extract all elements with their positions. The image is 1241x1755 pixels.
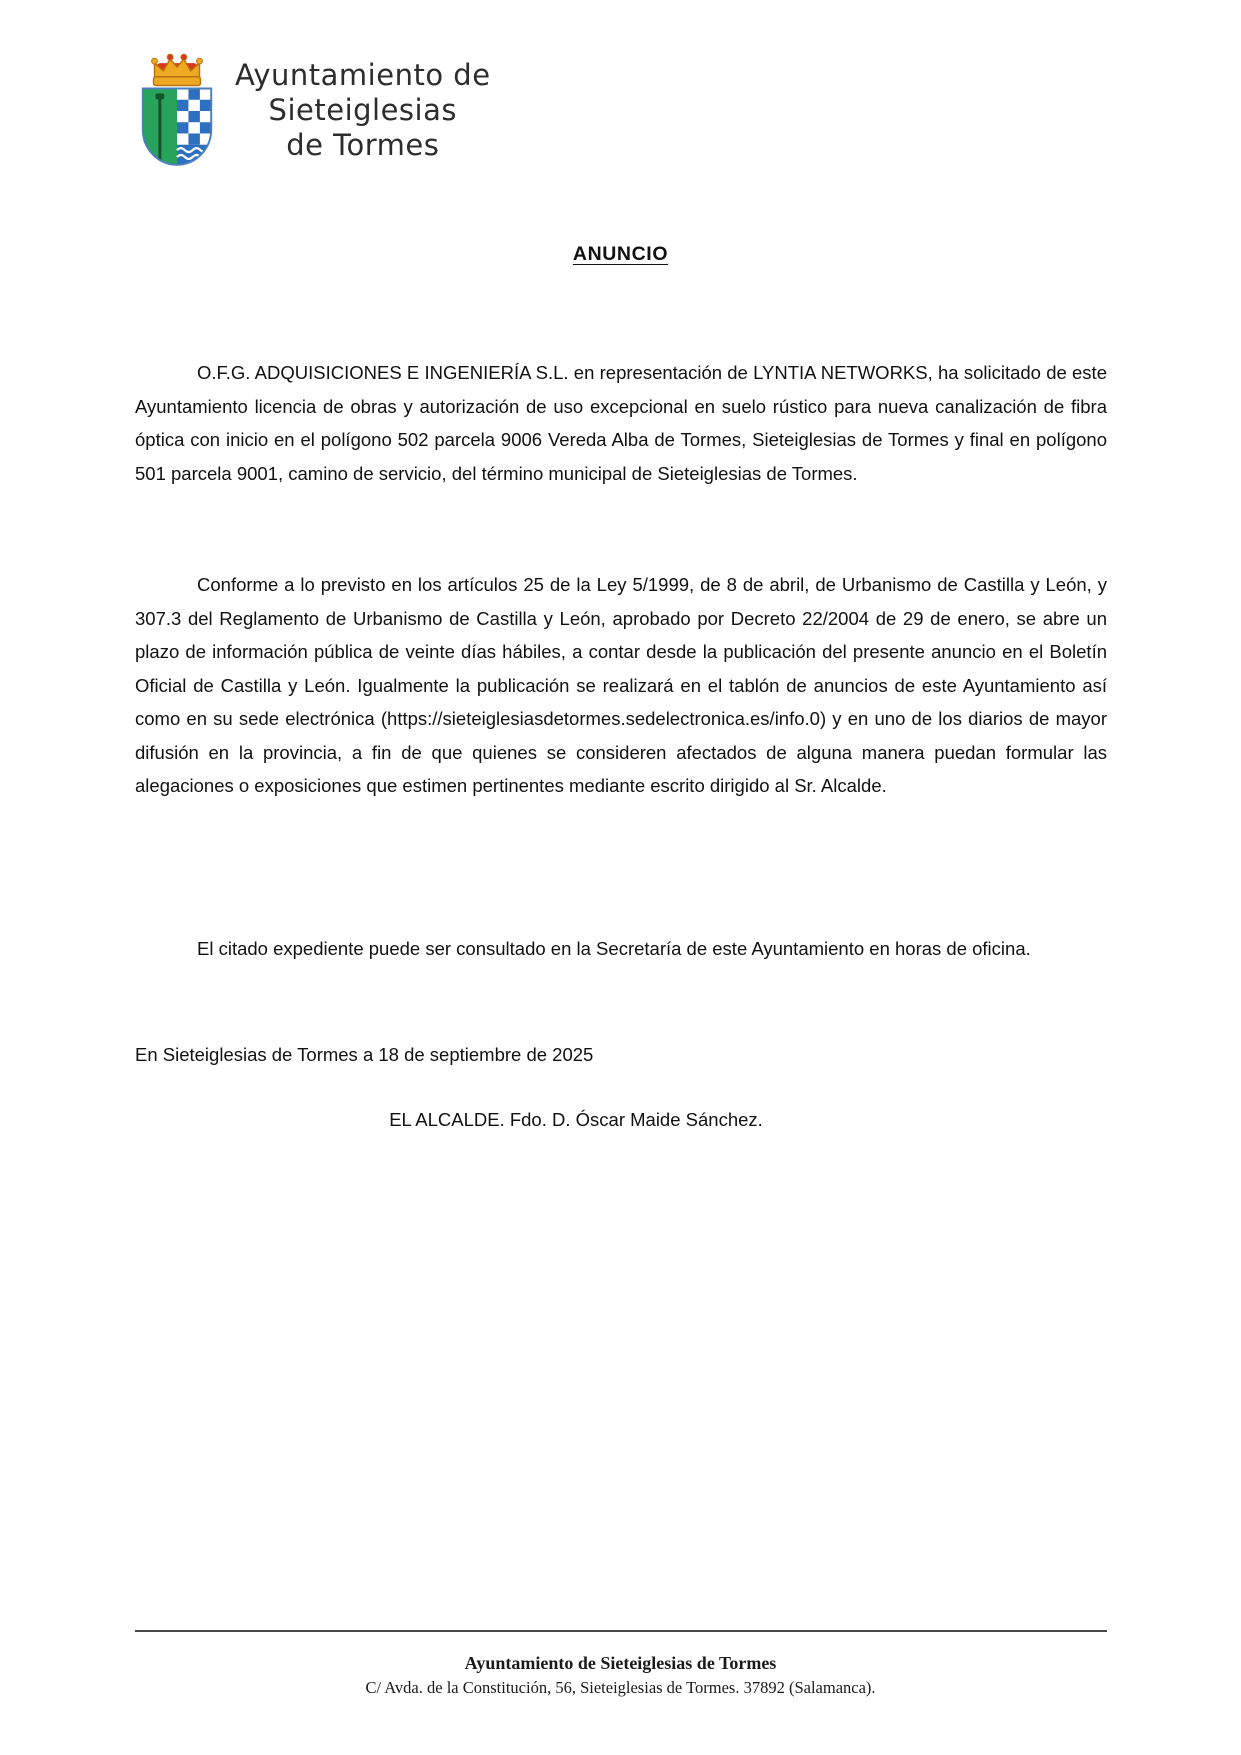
footer <box>0 1650 1241 1700</box>
document-title: ANUNCIO <box>572 243 669 265</box>
paragraph-legal-basis: Conforme a lo previsto en los artículos 25 de la Ley 5/1999, de 8 de abril, de Urbanismo de Castilla y León, y 307.3 del Reglamento de Urbanismo de Castilla y León, aprobado por Decreto 22/2004 de 29 de enero, se abre un plazo de información pública de veinte días hábiles, a contar desde la publicación del presente anuncio en el Boletín Oficial de Castilla y León. Igualmente la publicación se realizará en el tablón de anuncios de este Ayuntamiento así como en su sede electrónica (https://sieteiglesiasdetormes.sedelectronica.es/info.0) y en uno de los diarios de mayor difusión en la provincia, a fin de que quienes se consideren afectados de alguna manera puedan formular las alegaciones o exposiciones que estimen pertinentes mediante escrito dirigido al Sr. Alcalde. <box>135 574 1107 796</box>
footer-address: C/ Avda. de la Constitución, 56, Sieteiglesias de Tormes. 37892 (Salamanca). <box>365 1678 876 1697</box>
footer-organization: Ayuntamiento de Sieteiglesias de Tormes <box>464 1653 777 1673</box>
municipal-coat-of-arms-icon <box>133 50 221 170</box>
paragraph-consultation: El citado expediente puede ser consultado en la Secretaría de este Ayuntamiento en horas de oficina. <box>197 938 1031 959</box>
paragraph-request: O.F.G. ADQUISICIONES E INGENIERÍA S.L. en representación de LYNTIA NETWORKS, ha solicitado de este Ayuntamiento licencia de obras y autorización de uso excepcional en suelo rústico para nueva canalización de fibra óptica con inicio en el polígono 502 parcela 9006 Vereda Alba de Tormes, Sieteiglesias de Tormes y final en polígono 501 parcela 9001, camino de servicio, del término municipal de Sieteiglesias de Tormes. <box>135 362 1107 484</box>
municipality-name <box>235 50 491 163</box>
place-date-line: En Sieteiglesias de Tormes a 18 de septiembre de 2025 <box>135 1044 594 1065</box>
footer-divider <box>135 1630 1107 1632</box>
crown <box>152 54 203 85</box>
municipality-name-line3: de Tormes <box>286 128 440 162</box>
municipality-name-line1: Ayuntamiento de <box>235 58 491 92</box>
shield <box>143 88 212 169</box>
municipality-logo <box>133 50 491 170</box>
signature-line: EL ALCALDE. Fdo. D. Óscar Maide Sánchez. <box>389 1109 763 1130</box>
municipality-name-line2: Sieteiglesias <box>268 93 457 127</box>
